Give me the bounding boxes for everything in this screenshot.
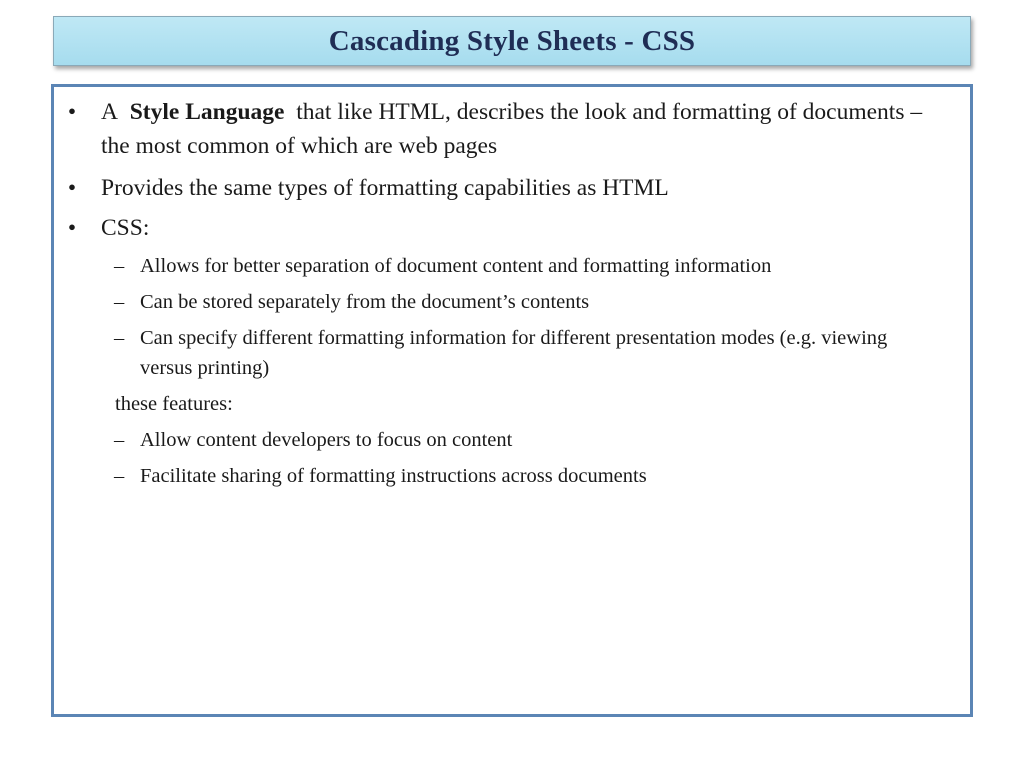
- sub-bullet-item: [54, 251, 970, 281]
- sub-bullet-text: Can specify different formatting information for different presentation modes (e.g. viewing versus printing): [140, 327, 888, 379]
- plain-text: these features:: [115, 393, 233, 415]
- dash-glyph: –: [114, 429, 125, 451]
- sub-bullet-text: Allows for better separation of document content and formatting information: [140, 255, 772, 277]
- slide-title-bar: [53, 16, 971, 66]
- slide-title: Cascading Style Sheets - CSS: [328, 24, 696, 57]
- bullet-item: [54, 95, 970, 163]
- bullet-text-bold: Style Language: [129, 99, 285, 125]
- bullet-text-prefix: A: [101, 99, 118, 125]
- sub-bullet-text: Facilitate sharing of formatting instructions across documents: [140, 465, 647, 487]
- sub-bullet-text: Can be stored separately from the document’s contents: [140, 291, 590, 313]
- dash-glyph: –: [114, 291, 125, 313]
- bullet-item: [54, 211, 970, 245]
- sub-bullet-item: [54, 425, 970, 455]
- sub-bullet-text: Allow content developers to focus on content: [140, 429, 513, 451]
- bullet-text: that like HTML, describes the look and formatting of documents – the most common of which are web pages: [101, 99, 923, 159]
- dash-glyph: –: [114, 327, 125, 349]
- bullet-text: Provides the same types of formatting capabilities as HTML: [101, 175, 669, 201]
- dash-glyph: –: [114, 465, 125, 487]
- plain-text-line: [54, 389, 970, 419]
- bullet-list: [54, 87, 970, 491]
- bullet-text: CSS:: [101, 215, 150, 241]
- sub-bullet-item: [54, 287, 970, 317]
- bullet-glyph: •: [67, 215, 77, 241]
- bullet-glyph: •: [67, 99, 77, 125]
- sub-bullet-item: [54, 461, 970, 491]
- sub-bullet-item: [54, 323, 970, 383]
- bullet-glyph: •: [67, 175, 77, 201]
- bullet-item: [54, 171, 970, 205]
- dash-glyph: –: [114, 255, 125, 277]
- content-box: [51, 84, 973, 717]
